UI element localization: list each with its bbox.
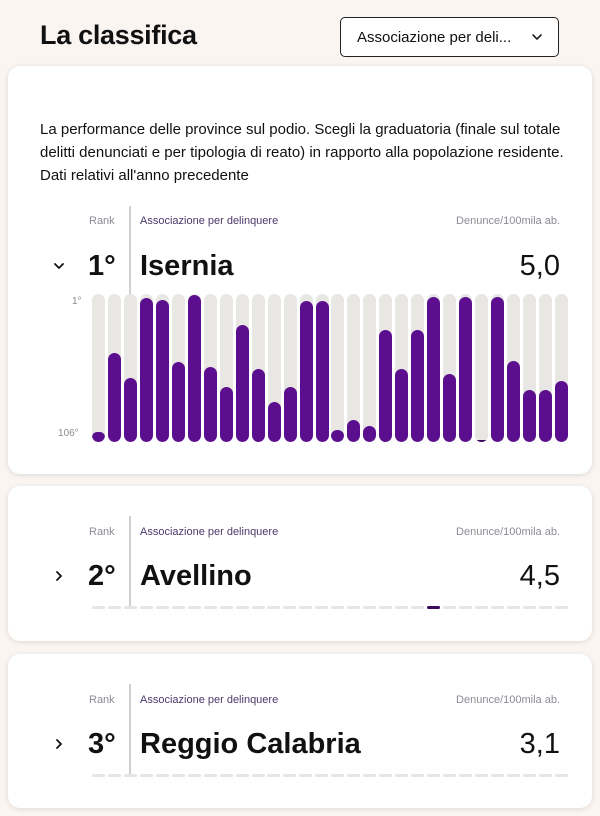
bar-track bbox=[252, 294, 265, 442]
bar bbox=[475, 440, 488, 442]
page-title: La classifica bbox=[40, 20, 197, 50]
chevron-right-icon[interactable] bbox=[52, 569, 66, 583]
ranking-card-3 bbox=[8, 654, 592, 808]
bar-preview bbox=[395, 774, 408, 777]
bar-preview bbox=[363, 774, 376, 777]
chevron-down-icon bbox=[530, 30, 544, 44]
bar bbox=[204, 367, 217, 442]
column-rank-header: Rank bbox=[89, 215, 115, 227]
column-rank-header: Rank bbox=[89, 694, 115, 706]
bar-preview bbox=[204, 606, 217, 609]
bar-track bbox=[92, 294, 105, 442]
bar bbox=[140, 298, 153, 442]
bar-preview bbox=[379, 774, 392, 777]
bar bbox=[284, 387, 297, 442]
column-category-header: Associazione per delinquere bbox=[140, 526, 279, 538]
bar-preview bbox=[108, 606, 121, 609]
bar-track bbox=[220, 294, 233, 442]
bar-preview bbox=[475, 774, 488, 777]
header bbox=[0, 0, 600, 66]
column-divider bbox=[129, 684, 131, 774]
bar-preview bbox=[427, 774, 440, 777]
bar bbox=[395, 369, 408, 442]
bar-preview bbox=[172, 774, 185, 777]
bar-preview bbox=[220, 774, 233, 777]
rate-value: 3,1 bbox=[519, 728, 560, 760]
bar-preview bbox=[315, 774, 328, 777]
bar bbox=[156, 300, 169, 442]
bar bbox=[539, 390, 552, 442]
bar bbox=[220, 387, 233, 442]
bar-preview bbox=[172, 606, 185, 609]
bar-preview bbox=[507, 606, 520, 609]
bar-preview bbox=[555, 774, 568, 777]
bar-preview bbox=[140, 774, 153, 777]
bar bbox=[379, 330, 392, 442]
bar-preview bbox=[443, 606, 456, 609]
bar-preview bbox=[331, 774, 344, 777]
bar-preview bbox=[443, 774, 456, 777]
bar-preview bbox=[236, 606, 249, 609]
bar-preview bbox=[204, 774, 217, 777]
bar-preview bbox=[108, 774, 121, 777]
bar bbox=[236, 325, 249, 442]
bar-track bbox=[491, 294, 504, 442]
bar bbox=[108, 353, 121, 442]
collapsed-chart-preview bbox=[92, 606, 568, 610]
bar-preview bbox=[539, 774, 552, 777]
column-unit-header: Denunce/100mila ab. bbox=[456, 215, 560, 227]
bar-preview bbox=[220, 606, 233, 609]
column-divider bbox=[129, 516, 131, 606]
province-name: Avellino bbox=[140, 560, 252, 592]
bar-track bbox=[507, 294, 520, 442]
rank-number: 2° bbox=[88, 560, 116, 592]
bar-track bbox=[204, 294, 217, 442]
rank-number: 1° bbox=[88, 250, 116, 282]
bar-preview bbox=[124, 606, 137, 609]
bar bbox=[92, 432, 105, 442]
bar-preview bbox=[156, 606, 169, 609]
collapsed-chart-preview bbox=[92, 774, 568, 778]
bar-track bbox=[379, 294, 392, 442]
bar-preview bbox=[267, 606, 280, 609]
bar-preview bbox=[188, 774, 201, 777]
bar bbox=[268, 402, 281, 442]
bar bbox=[316, 301, 329, 442]
bar-preview bbox=[523, 774, 536, 777]
rate-value: 4,5 bbox=[519, 560, 560, 592]
bar-preview bbox=[252, 774, 265, 777]
bar bbox=[124, 378, 137, 442]
bar bbox=[555, 381, 568, 442]
bar-preview bbox=[299, 774, 312, 777]
column-unit-header: Denunce/100mila ab. bbox=[456, 694, 560, 706]
bar-track bbox=[475, 294, 488, 442]
ranking-card-1 bbox=[8, 66, 592, 474]
bar-preview bbox=[267, 774, 280, 777]
bar-preview bbox=[347, 774, 360, 777]
bar-track bbox=[539, 294, 552, 442]
axis-bottom-label: 106° bbox=[58, 428, 79, 439]
rate-value: 5,0 bbox=[519, 250, 560, 282]
bar-preview bbox=[156, 774, 169, 777]
bar-preview bbox=[395, 606, 408, 609]
bar-preview bbox=[459, 606, 472, 609]
bar bbox=[252, 369, 265, 442]
bar bbox=[443, 374, 456, 442]
bar-preview bbox=[315, 606, 328, 609]
ranking-card-2 bbox=[8, 486, 592, 641]
bar-track bbox=[331, 294, 344, 442]
dropdown-selected-value: Associazione per deli... bbox=[357, 28, 512, 46]
bar bbox=[491, 297, 504, 442]
bar-preview bbox=[347, 606, 360, 609]
bar-preview bbox=[299, 606, 312, 609]
bar-track bbox=[156, 294, 169, 442]
bar-preview bbox=[140, 606, 153, 609]
bar-preview bbox=[124, 774, 137, 777]
column-category-header: Associazione per delinquere bbox=[140, 215, 279, 227]
bar bbox=[363, 426, 376, 442]
bar-track bbox=[284, 294, 297, 442]
bar bbox=[347, 420, 360, 442]
bar-preview bbox=[539, 606, 552, 609]
bar-preview bbox=[283, 606, 296, 609]
column-unit-header: Denunce/100mila ab. bbox=[456, 526, 560, 538]
axis-top-label: 1° bbox=[72, 296, 82, 307]
ranking-type-dropdown[interactable] bbox=[340, 17, 559, 57]
bar-track bbox=[555, 294, 568, 442]
bar-preview bbox=[507, 774, 520, 777]
bar-preview bbox=[459, 774, 472, 777]
bar-track bbox=[124, 294, 137, 442]
province-name: Reggio Calabria bbox=[140, 728, 361, 760]
bar bbox=[300, 301, 313, 442]
bar-preview bbox=[188, 606, 201, 609]
bar-preview bbox=[331, 606, 344, 609]
bar-track bbox=[523, 294, 536, 442]
bar-preview bbox=[523, 606, 536, 609]
bar-track bbox=[443, 294, 456, 442]
bar-track bbox=[395, 294, 408, 442]
bar-track bbox=[188, 294, 201, 442]
bar-track bbox=[172, 294, 185, 442]
bar-preview bbox=[283, 774, 296, 777]
column-category-header: Associazione per delinquere bbox=[140, 694, 279, 706]
bar-track bbox=[300, 294, 313, 442]
bar-track bbox=[316, 294, 329, 442]
chevron-down-icon[interactable] bbox=[52, 259, 66, 273]
bar-preview bbox=[491, 606, 504, 609]
bar-preview bbox=[411, 606, 424, 609]
column-rank-header: Rank bbox=[89, 526, 115, 538]
bar-preview bbox=[427, 606, 440, 609]
bar-preview bbox=[555, 606, 568, 609]
bar-preview bbox=[379, 606, 392, 609]
intro-text: La performance delle province sul podio. Scegli la graduatoria (finale sul totale delitti denunciati e per tipologia di reato) in rapporto alla popolazione residente. Dati relativi all'anno precedente bbox=[40, 121, 564, 184]
bar-track bbox=[236, 294, 249, 442]
chevron-right-icon[interactable] bbox=[52, 737, 66, 751]
bar bbox=[331, 430, 344, 442]
bar bbox=[459, 297, 472, 442]
bar-preview bbox=[491, 774, 504, 777]
province-name: Isernia bbox=[140, 250, 234, 282]
ranking-history-chart bbox=[92, 294, 568, 442]
bar-track bbox=[140, 294, 153, 442]
bar-preview bbox=[236, 774, 249, 777]
bar-preview bbox=[363, 606, 376, 609]
bar-preview bbox=[92, 774, 105, 777]
bar-track bbox=[268, 294, 281, 442]
rank-number: 3° bbox=[88, 728, 116, 760]
bar bbox=[427, 297, 440, 442]
bar-track bbox=[363, 294, 376, 442]
bar-preview bbox=[92, 606, 105, 609]
bar-track bbox=[459, 294, 472, 442]
bar-preview bbox=[475, 606, 488, 609]
bar bbox=[411, 330, 424, 442]
bar-track bbox=[427, 294, 440, 442]
bar-track bbox=[411, 294, 424, 442]
bar-track bbox=[347, 294, 360, 442]
bar-preview bbox=[411, 774, 424, 777]
bar bbox=[523, 390, 536, 442]
bar-preview bbox=[252, 606, 265, 609]
bar bbox=[188, 295, 201, 442]
bar bbox=[172, 362, 185, 442]
bar bbox=[507, 361, 520, 442]
bar-track bbox=[108, 294, 121, 442]
